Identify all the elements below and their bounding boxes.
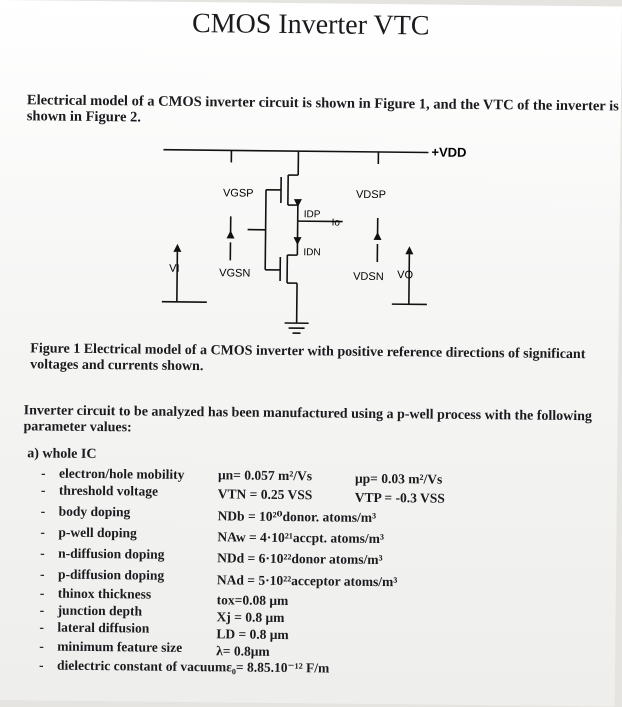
param-name: threshold voltage [59,483,158,500]
param-name: junction depth [58,603,143,620]
param-value: NDb = 10²⁰donor. atoms/m³ [218,508,377,526]
param-value: NAw = 4·10²¹accpt. atoms/m³ [217,529,384,547]
section-heading: a) whole IC [27,446,96,463]
param-name: p-diffusion doping [58,567,164,584]
idn-label: IDN [303,247,320,258]
param-value: NDd = 6·10²²donor atoms/m³ [217,550,383,568]
param-name: minimum feature size [57,639,182,656]
vdsn-label: VDSN [353,271,384,283]
vi-label: VI [169,263,180,275]
intro-paragraph: Electrical model of a CMOS inverter circuit is shown in Figure 1, and the VTC of the inverter is shown in Figure 2. [27,92,622,130]
param-name: electron/hole mobility [59,466,185,483]
page-title: CMOS Inverter VTC [0,6,622,45]
param-name: dielectric constant of vacuumε₀= 8.85.10⁻¹² F/m [57,658,329,677]
param-value: tox=0.08 μm [217,592,289,609]
idp-label: IDP [304,209,321,220]
figure-caption: Figure 1 Electrical model of a CMOS inverter with positive reference directions of significant voltages and currents shown. [30,341,610,379]
param-value: Xj = 0.8 μm [216,609,284,626]
param-value-2: VTP = -0.3 VSS [355,490,445,507]
param-name: lateral diffusion [57,620,149,637]
parameter-list: - electron/hole mobility μn= 0.057 m²/Vs μp= 0.03 m²/Vs - threshold voltage VTN = 0.25 VSS VTP = -0.3 VSS - body doping NDb = 10²⁰donor. atoms/m³ - p-well doping NAw = 4·10²¹accpt. atoms/m³ - n-diffusion doping NDd = 6·10²²donor atoms/m³ - p-diffusion doping NAd = 5·10²²acceptor atoms/m³ - thinox thickness tox=0.08 μm - junction depth Xj = 0.8 μm - lateral diffusion LD = 0.8 μm - minimum feature size λ= 0.8μm - dielectric constant of vacuumε₀= 8.85.10⁻¹² F/m [0,0,622,706]
param-value: VTN = 0.25 VSS [218,486,313,503]
vo-label: VO [397,269,413,281]
param-name: n-diffusion doping [58,546,164,563]
vgsn-label: VGSN [219,267,250,279]
param-name: p-well doping [58,525,137,542]
param-name: body doping [59,504,131,521]
param-value: μn= 0.057 m²/Vs [218,467,312,484]
vdsp-label: VDSP [356,189,386,201]
vdd-label: +VDD [431,145,466,160]
param-value-2: μp= 0.03 m²/Vs [355,471,442,488]
param-value: NAd = 5·10²²acceptor atoms/m³ [217,572,398,590]
param-name: thinox thickness [58,586,152,603]
param-value: λ= 0.8μm [216,643,270,660]
process-paragraph: Inverter circuit to be analyzed has been manufactured using a p-well process with the following parameter values: [23,403,608,441]
io-label: Io [332,217,341,228]
vgsp-label: VGSP [223,187,254,199]
param-value: LD = 0.8 μm [216,626,289,643]
